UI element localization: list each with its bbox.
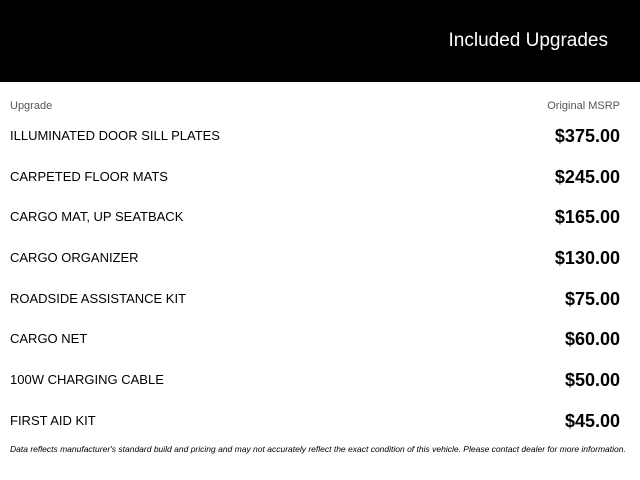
upgrade-price: $130.00	[554, 248, 620, 269]
column-headers	[10, 99, 620, 113]
header-bar	[0, 0, 640, 82]
list-item	[10, 401, 620, 442]
upgrade-name: CARGO NET	[10, 331, 88, 347]
upgrade-name: ILLUMINATED DOOR SILL PLATES	[10, 128, 220, 143]
upgrade-name: CARGO MAT, UP SEATBACK	[10, 209, 184, 225]
upgrade-price: $45.00	[564, 410, 620, 431]
page-title: Included Upgrades	[448, 30, 608, 51]
list-item	[10, 279, 620, 320]
upgrade-price: $60.00	[564, 329, 620, 350]
disclaimer-text: Data reflects manufacturer's standard build and pricing and may not accurately reflect the exact condition of this vehicle. Please contact dealer for more information.	[10, 444, 626, 454]
upgrade-name: FIRST AID KIT	[10, 412, 96, 428]
column-header-upgrade: Upgrade	[10, 100, 53, 112]
list-item	[10, 238, 620, 279]
upgrade-price: $75.00	[564, 288, 620, 309]
list-item	[10, 360, 620, 401]
list-item	[10, 197, 620, 238]
upgrade-price: $375.00	[554, 126, 620, 146]
upgrade-name: ROADSIDE ASSISTANCE KIT	[10, 290, 187, 306]
list-item	[10, 319, 620, 360]
upgrade-name: CARPETED FLOOR MATS	[10, 168, 168, 184]
upgrade-price: $245.00	[554, 166, 620, 187]
upgrade-name: 100W CHARGING CABLE	[10, 372, 164, 388]
column-header-msrp: Original MSRP	[547, 100, 620, 112]
upgrade-list	[10, 116, 620, 442]
upgrade-name: CARGO ORGANIZER	[10, 250, 139, 266]
upgrade-price: $165.00	[554, 207, 620, 228]
list-item	[10, 116, 620, 157]
upgrade-price: $50.00	[564, 370, 620, 391]
list-item	[10, 157, 620, 198]
